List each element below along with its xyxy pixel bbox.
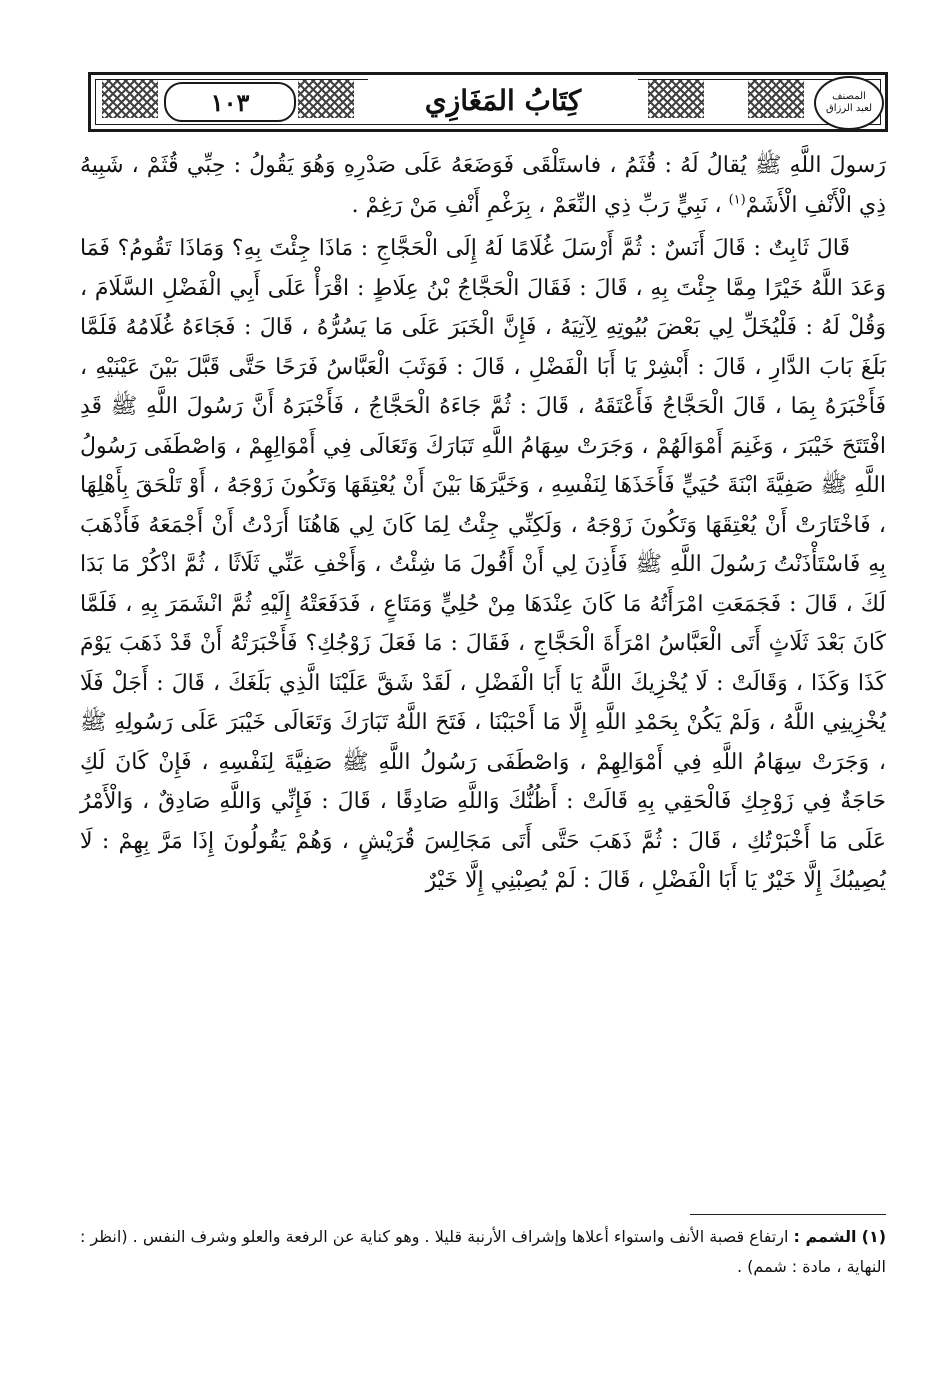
book-seal-logo [814,76,884,130]
footnote-number: (١) [861,1227,887,1246]
running-title: كِتَابُ المَغَازِي [368,78,638,122]
footnote-separator [690,1214,886,1215]
footnote [80,1222,886,1282]
footnote-term: الشمم : [793,1227,857,1246]
footnote-text: ارتفاع قصبة الأنف واستواء أعلاها وإشراف الأرنبة قليلا . وهو كناية عن الرفعة والعلو وشرف النفس . (انظر : النهاية ، مادة : شمم) . [80,1227,886,1276]
paragraph-1 [80,140,886,225]
header-ornament [748,80,804,118]
paragraph-1-text: رَسولَ اللَّهِ ﷺ يُقالُ لَهُ : قُثَمُ ، فاستَلْقَى فَوَضَعَهُ عَلَى صَدْرِهِ وَهُوَ يَقُولُ : حِبِّي قُثَمْ ، شَبِيهُ ذِي الْأَنْفِ الْأَشَمْ [80,153,886,218]
seal-line-1: المصنف [832,91,866,102]
paragraph-2: قَالَ ثَابِتٌ : قَالَ أَنَسٌ : ثُمَّ أَرْسَلَ غُلَامًا لَهُ إِلَى الْحَجَّاجِ : مَاذَا جِئْتَ بِهِ؟ وَمَاذَا تَقُومُ؟ فَمَا وَعَدَ اللَّهُ خَيْرًا مِمَّا جِئْتَ بِهِ ، قَالَ : فَقَالَ الْحَجَّاجُ بْنُ عِلَاطٍ : اقْرَأْ عَلَى أَبِي الْفَضْلِ السَّلَامَ ، وَقُلْ لَهُ : فَلْيُخَلِّ لِي بَعْضَ بُيُوتِهِ لِآتِيَهُ ، فَإِنَّ الْخَبَرَ عَلَى مَا يَسُرُّهُ ، قَالَ : فَجَاءَهُ غُلَامُهُ فَلَمَّا بَلَغَ بَابَ الدَّارِ ، قَالَ : أَبْشِرْ يَا أَبَا الْفَضْلِ ، قَالَ : فَوَثَبَ الْعَبَّاسُ فَرَحًا حَتَّى قَبَّلَ بَيْنَ عَيْنَيْهِ ، فَأَخْبَرَهُ بِمَا ، قَالَ الْحَجَّاجُ فَأَعْتَقَهُ ، قَالَ : ثُمَّ جَاءَهُ الْحَجَّاجُ ، فَأَخْبَرَهُ أَنَّ رَسُولَ اللَّهِ ﷺ قَدِ افْتَتَحَ خَيْبَرَ ، وَغَنِمَ أَمْوَالَهُمْ ، وَجَرَتْ سِهَامُ اللَّهِ تَبَارَكَ وَتَعَالَى فِي أَمْوَالِهِمْ ، وَاصْطَفَى رَسُولُ اللَّهِ ﷺ صَفِيَّةَ ابْنَةَ حُيَيٍّ فَأَخَذَهَا لِنَفْسِهِ ، وَخَيَّرَهَا بَيْنَ أَنْ يُعْتِقَهَا وَتَكُونَ زَوْجَهُ ، أَوْ تَلْحَقَ بِأَهْلِهَا ، فَاخْتَارَتْ أَنْ يُعْتِقَهَا وَتَكُونَ زَوْجَهُ ، وَلَكِنِّي جِئْتُ لِمَا كَانَ لِي هَاهُنَا أَرَدْتُ أَنْ أَجْمَعَهُ فَأَذْهَبَ بِهِ فَاسْتَأْذَنْتُ رَسُولَ اللَّهِ ﷺ فَأَذِنَ لِي أَنْ أَقُولَ مَا شِئْتُ ، وَأَخْفِ عَنِّي ثَلَاثًا ، ثُمَّ اذْكُرْ مَا بَدَا لَكَ ، قَالَ : فَجَمَعَتِ امْرَأَتُهُ مَا كَانَ عِنْدَهَا مِنْ حُلِيٍّ وَمَتَاعٍ ، فَدَفَعَتْهُ إِلَيْهِ ثُمَّ انْشَمَرَ بِهِ ، فَلَمَّا كَانَ بَعْدَ ثَلَاثٍ أَتَى الْعَبَّاسُ امْرَأَةَ الْحَجَّاجِ ، فَقَالَ : مَا فَعَلَ زَوْجُكِ؟ فَأَخْبَرَتْهُ أَنْ قَدْ ذَهَبَ يَوْمَ كَذَا وَكَذَا ، وَقَالَتْ : لَا يُخْزِيكَ اللَّهُ يَا أَبَا الْفَضْلِ ، لَقَدْ شَقَّ عَلَيْنَا الَّذِي بَلَغَكَ ، قَالَ : أَجَلْ فَلَا يُخْزِينِي اللَّهُ ، وَلَمْ يَكُنْ بِحَمْدِ اللَّهِ إِلَّا مَا أَحْبَبْنَا ، فَتَحَ اللَّهُ تَبَارَكَ وَتَعَالَى خَيْبَرَ عَلَى رَسُولِهِ ﷺ ، وَجَرَتْ سِهَامُ اللَّهِ فِي أَمْوَالِهِمْ ، وَاصْطَفَى رَسُولُ اللَّهِ ﷺ صَفِيَّةَ لِنَفْسِهِ ، فَإِنْ كَانَ لَكِ حَاجَةٌ فِي زَوْجِكِ فَالْحَقِي بِهِ قَالَتْ : أَظُنُّكَ وَاللَّهِ صَادِقًا ، قَالَ : فَإِنِّي وَاللَّهِ صَادِقٌ ، وَالْأَمْرُ عَلَى مَا أَخْبَرْتُكِ ، قَالَ : ثُمَّ ذَهَبَ حَتَّى أَتَى مَجَالِسَ قُرَيْشٍ ، وَهُمْ يَقُولُونَ إِذَا مَرَّ بِهِمْ : لَا يُصِيبُكَ إِلَّا خَيْرٌ يَا أَبَا الْفَضْلِ ، قَالَ : لَمْ يُصِبْنِي إِلَّا خَيْرٌ [80,236,886,893]
header-ornament [298,80,354,118]
main-text [80,140,886,901]
seal-line-2: لعبد الرزاق [825,103,873,114]
page-number: ١٠٣ [164,82,296,122]
header-ornament [648,80,704,118]
footnote-reference[interactable]: (١) [728,192,746,208]
paragraph-1-end: ، نَبِيٍّ رَبِّ ذِي النِّعَمْ ، بِرَغْمِ أَنْفِ مَنْ رَغِمْ . [351,192,729,218]
header-ornament [102,80,158,118]
page-header [88,72,888,132]
